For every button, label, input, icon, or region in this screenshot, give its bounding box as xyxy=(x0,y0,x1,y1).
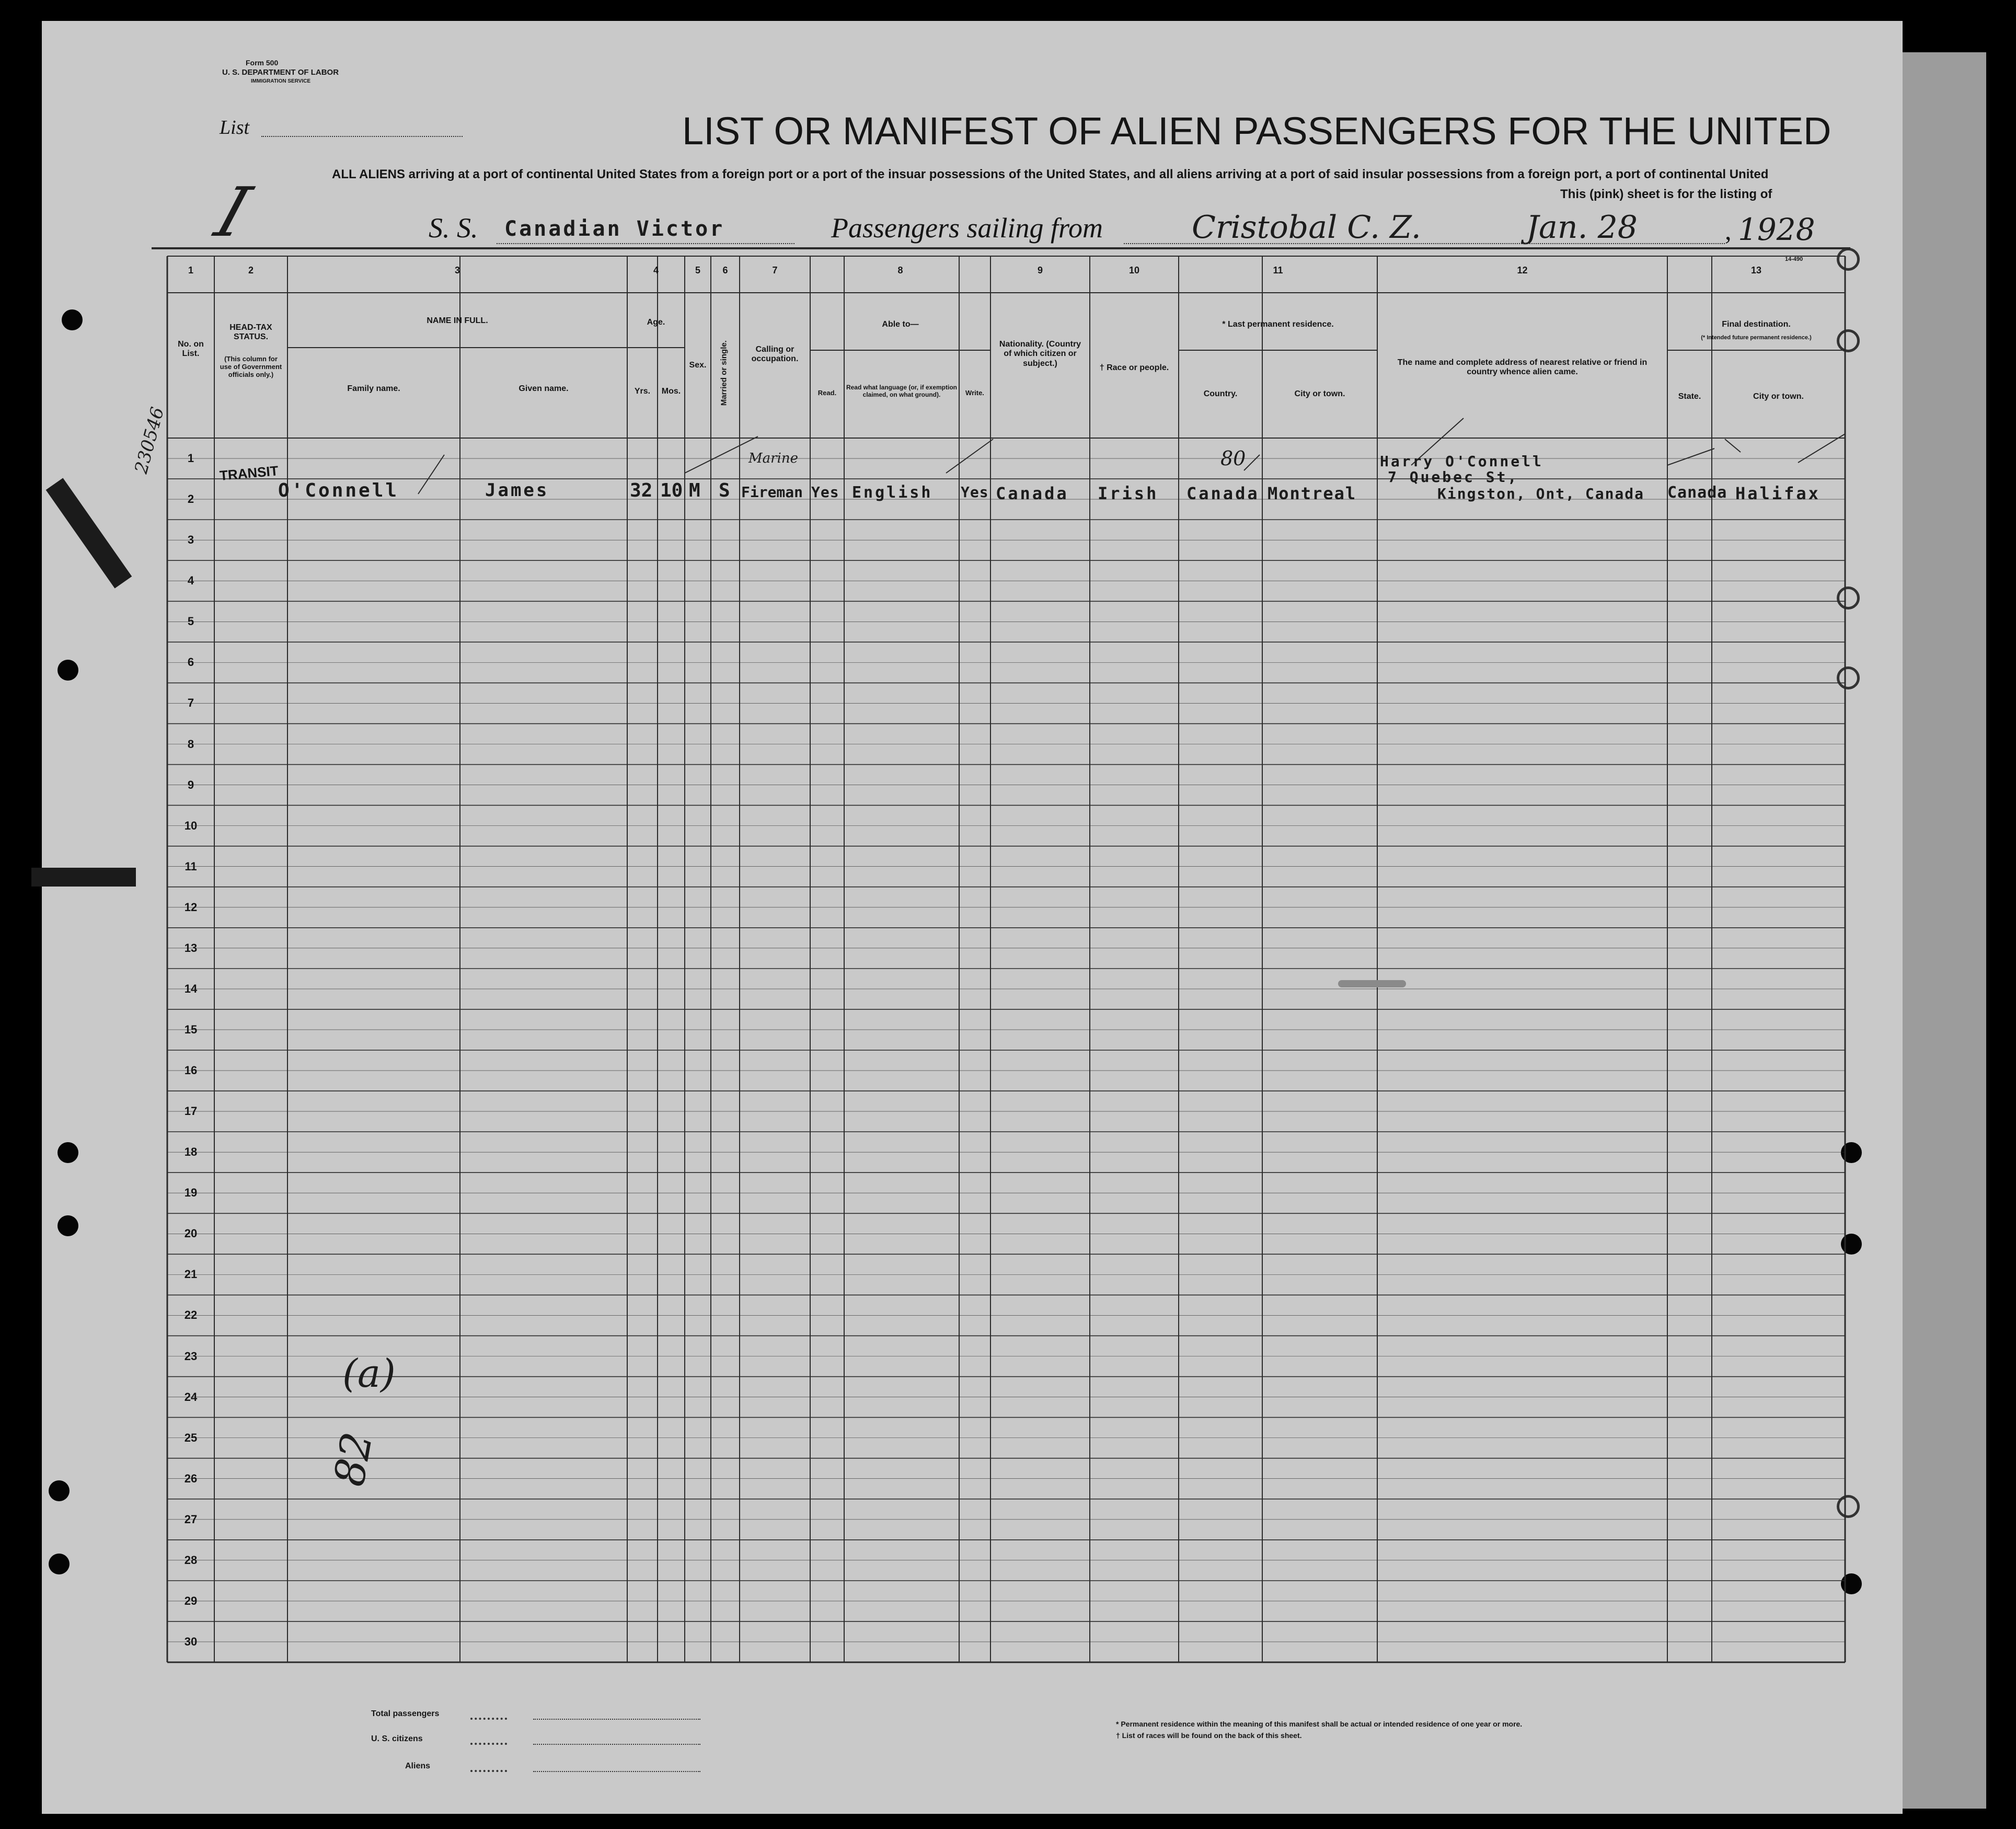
paper-smudge xyxy=(1338,980,1406,987)
footer-us-citizens: U. S. citizens xyxy=(371,1734,423,1743)
entry-city: Montreal xyxy=(1268,484,1357,503)
header-write: Write. xyxy=(965,389,984,397)
instruction-text: ALL ALIENS arriving at a port of continental United States from a foreign port or a port of the insuar possessions of the United States, and all aliens arriving at a port of said insular possessions from a foreign port, a port of continental United xyxy=(332,167,1769,181)
column-number: 10 xyxy=(1128,265,1140,275)
header-country: Country. xyxy=(1203,389,1238,398)
header-relative: The name and complete address of nearest relative or friend in country whence alien came. xyxy=(1397,358,1648,377)
footer-citizens-dots xyxy=(470,1743,507,1745)
entry-married: S xyxy=(719,480,732,501)
pink-sheet-note: This (pink) sheet is for the listing of xyxy=(1560,187,1772,201)
row-number: 3 xyxy=(187,533,194,547)
header-city-destination: City or town. xyxy=(1753,392,1804,401)
header-nationality: Nationality. (Country of which citizen or subject.) xyxy=(999,340,1081,368)
entry-family-name: O'Connell xyxy=(278,480,399,501)
year-comma: , xyxy=(1725,216,1732,245)
entry-destination-state: Canada xyxy=(1667,484,1727,502)
row-number: 28 xyxy=(184,1553,198,1567)
header-last-residence: * Last permanent residence. xyxy=(1222,320,1334,329)
entry-country: Canada xyxy=(1186,484,1260,503)
column-number: 7 xyxy=(772,265,778,275)
entry-occupation-note: Marine xyxy=(748,451,798,466)
row-number: 18 xyxy=(184,1145,198,1159)
form-code: 14-490 xyxy=(1785,256,1803,262)
list-mark: I xyxy=(206,172,260,252)
entry-age-years: 32 xyxy=(630,480,653,501)
header-final-note: (* Intended future permanent residence.) xyxy=(1701,335,1812,341)
departure-date: Jan. 28 xyxy=(1526,209,1638,246)
entry-country-note: 80 xyxy=(1220,447,1246,470)
header-state: State. xyxy=(1678,392,1701,401)
entry-destination-city: Halifax xyxy=(1735,484,1821,503)
row-number: 2 xyxy=(187,492,194,506)
row-number: 5 xyxy=(187,615,194,628)
header-no-on-list: No. on List. xyxy=(178,340,204,359)
entry-given-name: James xyxy=(485,480,549,501)
circled-annotation: (a) xyxy=(342,1351,396,1396)
row-number: 13 xyxy=(184,941,198,954)
entry-relative-name: Harry O'Connell xyxy=(1380,453,1543,470)
row-number: 22 xyxy=(184,1308,198,1322)
column-number: 12 xyxy=(1517,265,1528,275)
row-number: 21 xyxy=(184,1268,198,1281)
column-number: 5 xyxy=(695,265,700,275)
footer-race-note: † List of races will be found on the back of this sheet. xyxy=(1116,1731,1302,1740)
footer-aliens-line xyxy=(533,1771,700,1772)
entry-head-tax: TRANSIT xyxy=(218,463,279,484)
service-name: IMMIGRATION SERVICE xyxy=(251,78,311,84)
row-number: 6 xyxy=(187,655,194,669)
sailing-year: 1928 xyxy=(1738,212,1815,247)
check-mark xyxy=(946,439,993,473)
column-number: 13 xyxy=(1750,265,1762,275)
header-city: City or town. xyxy=(1294,389,1345,398)
header-sex: Sex. xyxy=(689,361,707,370)
footer-total-line xyxy=(533,1719,700,1720)
entry-language: English xyxy=(852,484,933,502)
ship-name: Canadian Victor xyxy=(504,217,725,241)
row-number: 26 xyxy=(184,1471,198,1485)
row-number: 29 xyxy=(184,1594,198,1607)
number-annotation: 82 xyxy=(325,1429,382,1490)
ss-label: S. S. xyxy=(429,212,478,244)
list-label: List xyxy=(220,117,250,139)
header-able-to: Able to— xyxy=(882,320,919,329)
check-mark xyxy=(1667,448,1714,465)
departure-port: Cristobal C. Z. xyxy=(1192,209,1421,246)
form-number: Form 500 xyxy=(246,59,279,67)
check-mark xyxy=(1244,455,1260,470)
footer-aliens-dots xyxy=(470,1770,507,1772)
entry-write: Yes xyxy=(961,484,989,501)
header-given-name: Given name. xyxy=(519,384,569,393)
footer-residence-note: * Permanent residence within the meaning of this manifest shall be actual or intended residence of one year or more. xyxy=(1116,1720,1523,1728)
header-family-name: Family name. xyxy=(347,384,400,393)
row-number: 9 xyxy=(187,778,194,791)
row-number: 16 xyxy=(184,1064,198,1077)
footer-total-dots xyxy=(470,1718,507,1720)
entry-sex: M xyxy=(689,480,702,501)
footer-total-passengers: Total passengers xyxy=(371,1709,440,1718)
header-years: Yrs. xyxy=(634,387,651,396)
column-number: 3 xyxy=(454,265,460,275)
page-title: LIST OR MANIFEST OF ALIEN PASSENGERS FOR THE UNITED xyxy=(682,109,1831,153)
header-read: Read. xyxy=(817,389,837,397)
header-read-language: Read what language (or, if exemption claimed, on what ground). xyxy=(846,384,958,398)
entry-relative-city: Kingston, Ont, Canada xyxy=(1437,485,1645,502)
row-number: 4 xyxy=(187,574,194,588)
row-number: 14 xyxy=(184,982,198,995)
entry-read: Yes xyxy=(811,484,839,501)
row-number: 15 xyxy=(184,1022,198,1036)
header-head-tax-note: (This column for use of Government officials only.) xyxy=(220,355,282,378)
row-number: 17 xyxy=(184,1105,198,1118)
check-mark xyxy=(685,436,758,473)
footer-aliens: Aliens xyxy=(405,1762,431,1770)
footer-citizens-line xyxy=(533,1744,700,1745)
entry-side-number: 230546 xyxy=(131,405,169,476)
row-number: 11 xyxy=(185,859,197,873)
row-number: 30 xyxy=(184,1635,198,1648)
header-head-tax: HEAD-TAX STATUS. xyxy=(229,323,272,342)
column-number: 9 xyxy=(1037,265,1043,275)
check-mark xyxy=(418,455,444,494)
row-number: 20 xyxy=(184,1227,198,1240)
header-final-destination: Final destination. xyxy=(1722,320,1791,329)
header-age: Age. xyxy=(647,318,665,327)
entry-nationality: Canada xyxy=(996,484,1069,503)
header-months: Mos. xyxy=(661,387,681,396)
entry-age-months: 10 xyxy=(660,480,683,501)
row-number: 23 xyxy=(184,1349,198,1363)
row-number: 7 xyxy=(187,696,194,710)
entry-relative-street: 7 Quebec St, xyxy=(1388,468,1519,486)
header-name-in-full: NAME IN FULL. xyxy=(427,316,488,325)
row-number: 8 xyxy=(187,737,194,751)
header-race: † Race or people. xyxy=(1099,363,1169,372)
header-calling: Calling or occupation. xyxy=(751,345,799,364)
row-number: 10 xyxy=(184,819,198,832)
row-number: 12 xyxy=(184,900,198,914)
entry-occupation: Fireman xyxy=(741,484,803,501)
column-number: 8 xyxy=(897,265,903,275)
column-number: 1 xyxy=(188,265,193,275)
row-number: 27 xyxy=(184,1512,198,1526)
row-number: 24 xyxy=(184,1390,198,1404)
column-number: 2 xyxy=(248,265,254,275)
row-number: 1 xyxy=(187,452,194,465)
row-number: 19 xyxy=(184,1186,198,1200)
row-number: 25 xyxy=(184,1431,198,1444)
sailing-label: Passengers sailing from xyxy=(831,212,1103,244)
column-number: 4 xyxy=(653,265,659,275)
column-number: 11 xyxy=(1273,265,1283,275)
check-mark xyxy=(1725,439,1741,452)
header-married: Married or single. xyxy=(719,340,729,406)
entry-race: Irish xyxy=(1098,484,1159,503)
column-number: 6 xyxy=(722,265,728,275)
department-name: U. S. DEPARTMENT OF LABOR xyxy=(222,68,339,77)
